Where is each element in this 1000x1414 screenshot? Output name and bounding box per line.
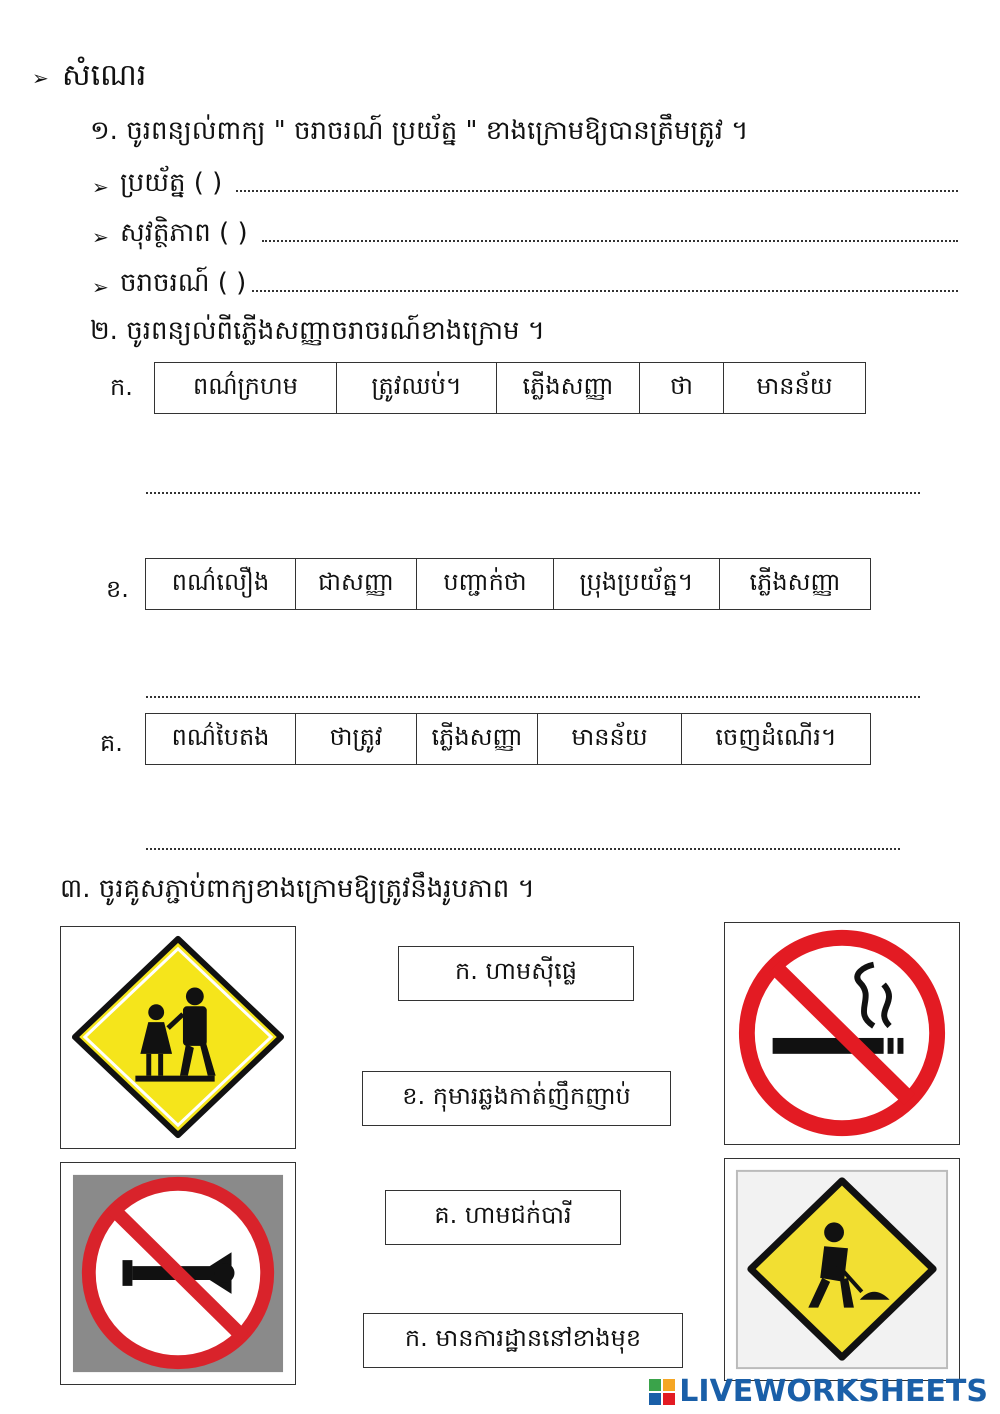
q1-term-2: សុវត្ថិភាព ( ) <box>120 218 248 248</box>
road-work-sign[interactable] <box>724 1158 960 1381</box>
option-box-3[interactable]: គ. ហាមជក់បារី <box>385 1190 621 1245</box>
q2-answer-line-b[interactable] <box>146 696 920 698</box>
word-cell[interactable]: ប្រុងប្រយ័ត្ន។ <box>554 559 720 609</box>
word-cell[interactable]: ត្រូវឈប់។ <box>337 363 497 413</box>
logo-text: LIVEWORKSHEETS <box>679 1374 988 1409</box>
word-cell[interactable]: ពណ៌បៃតង <box>146 714 296 764</box>
word-cell[interactable]: ជាសញ្ញា <box>296 559 417 609</box>
q2-row-label-b: ខ. <box>106 575 129 603</box>
q1-answer-line-1[interactable] <box>236 190 958 192</box>
word-cell[interactable]: ភ្លើងសញ្ញា <box>417 714 538 764</box>
word-table-b <box>145 558 871 610</box>
bullet-arrow-icon: ➢ <box>92 225 109 249</box>
logo-badge-icon <box>649 1379 675 1405</box>
word-cell[interactable]: ថាត្រូវ <box>296 714 417 764</box>
q2-answer-line-c[interactable] <box>146 848 900 850</box>
bullet-arrow-icon: ➢ <box>92 275 109 299</box>
q1-term-1: ប្រយ័ត្ន ( ) <box>120 168 223 198</box>
q1-answer-line-3[interactable] <box>252 290 958 292</box>
liveworksheets-logo <box>649 1374 988 1409</box>
q2-prompt: ២. ចូរពន្យល់ពីភ្លើងសញ្ញាចរាចរណ៍ខាងក្រោម ។ <box>90 316 545 346</box>
word-cell[interactable]: ភ្លើងសញ្ញា <box>749 567 841 596</box>
word-cell[interactable]: ថា <box>640 363 724 413</box>
q1-term-3: ចរាចរណ៍ ( ) <box>120 268 247 298</box>
option-box-2[interactable]: ខ. កុមារឆ្លងកាត់ញឹកញាប់ <box>362 1071 671 1126</box>
q1-prompt: ១. ចូរពន្យល់ពាក្យ " ចរាចរណ៍ ប្រយ័ត្ន " ខាងក្រោមឱ្យបានត្រឹមត្រូវ ។ <box>90 116 749 146</box>
option-box-4[interactable]: ក. មានការដ្ឋាននៅខាងមុខ <box>363 1313 683 1368</box>
word-cell[interactable]: បញ្ជាក់ថា <box>417 559 554 609</box>
word-cell[interactable]: ចេញដំណើរ។ <box>715 722 837 751</box>
q2-row-label-a: ក. <box>110 373 133 401</box>
word-cell[interactable]: ភ្លើងសញ្ញា <box>497 363 640 413</box>
q2-row-label-c: គ. <box>100 729 123 757</box>
q2-answer-line-a[interactable] <box>146 492 920 494</box>
q1-answer-line-2[interactable] <box>262 240 958 242</box>
q3-prompt: ៣. ចូរគូសភ្ជាប់ពាក្យខាងក្រោមឱ្យត្រូវនឹងរូបភាព ។ <box>60 874 535 904</box>
no-horn-sign[interactable] <box>60 1162 296 1385</box>
bullet-arrow-icon: ➢ <box>92 175 109 199</box>
bullet-arrow-icon: ➢ <box>32 66 49 90</box>
word-cell[interactable]: មានន័យ <box>538 714 682 764</box>
word-cell[interactable]: មានន័យ <box>756 371 833 400</box>
word-table-c <box>145 713 871 765</box>
children-crossing-sign[interactable] <box>60 926 296 1149</box>
section-title: សំណេរ <box>62 58 147 93</box>
option-box-1[interactable]: ក. ហាមស៊ីផ្លេ <box>398 946 634 1001</box>
word-cell[interactable]: ពណ៌លឿង <box>146 559 296 609</box>
word-table-a <box>154 362 866 414</box>
no-smoking-sign[interactable] <box>724 922 960 1145</box>
word-cell[interactable]: ពណ៌ក្រហម <box>155 363 337 413</box>
